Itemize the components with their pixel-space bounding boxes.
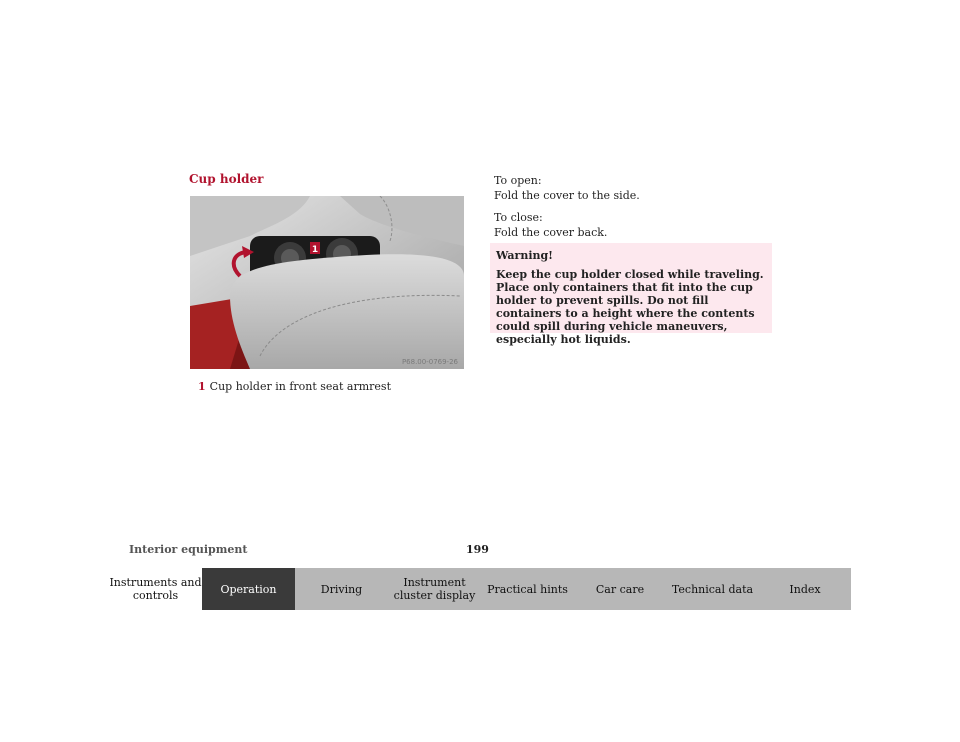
instructions <box>494 173 774 247</box>
page-number: 199 <box>466 543 489 556</box>
cup-holder-illustration <box>190 196 464 369</box>
close-label: To close: <box>494 211 543 224</box>
open-text: Fold the cover to the side. <box>494 189 640 202</box>
cup-holder-photo <box>190 196 464 369</box>
tab-operation[interactable]: Operation <box>202 568 295 610</box>
chapter-title: Interior equipment <box>129 543 248 556</box>
tab-driving[interactable]: Driving <box>295 568 388 610</box>
tab-technical-data[interactable]: Technical data <box>666 568 759 610</box>
tab-instruments-and-controls[interactable]: Instruments and controls <box>109 568 202 610</box>
close-instruction <box>494 210 774 240</box>
photo-code: P68.00-0769-26 <box>401 358 458 366</box>
open-label: To open: <box>494 174 542 187</box>
open-instruction <box>494 173 774 203</box>
tab-car-care[interactable]: Car care <box>574 568 666 610</box>
callout-number: 1 <box>311 245 319 255</box>
section-heading: Cup holder <box>189 172 264 186</box>
caption-text: Cup holder in front seat armrest <box>209 380 391 393</box>
chapter-nav <box>109 568 851 610</box>
warning-text: Keep the cup holder closed while traveling. Place only containers that fit into the cup holder to prevent spills. Do not fill containers to a height where the contents could spill during vehicle maneuvers, especially hot liquids. <box>496 268 764 346</box>
close-text: Fold the cover back. <box>494 226 608 239</box>
photo-caption <box>198 380 391 393</box>
tab-practical-hints[interactable]: Practical hints <box>481 568 574 610</box>
caption-number: 1 <box>198 380 206 393</box>
warning-box <box>490 243 772 346</box>
warning-title: Warning! <box>496 249 554 262</box>
tab-instrument-cluster-display[interactable]: Instrument cluster display <box>388 568 481 610</box>
tab-index[interactable]: Index <box>759 568 851 610</box>
